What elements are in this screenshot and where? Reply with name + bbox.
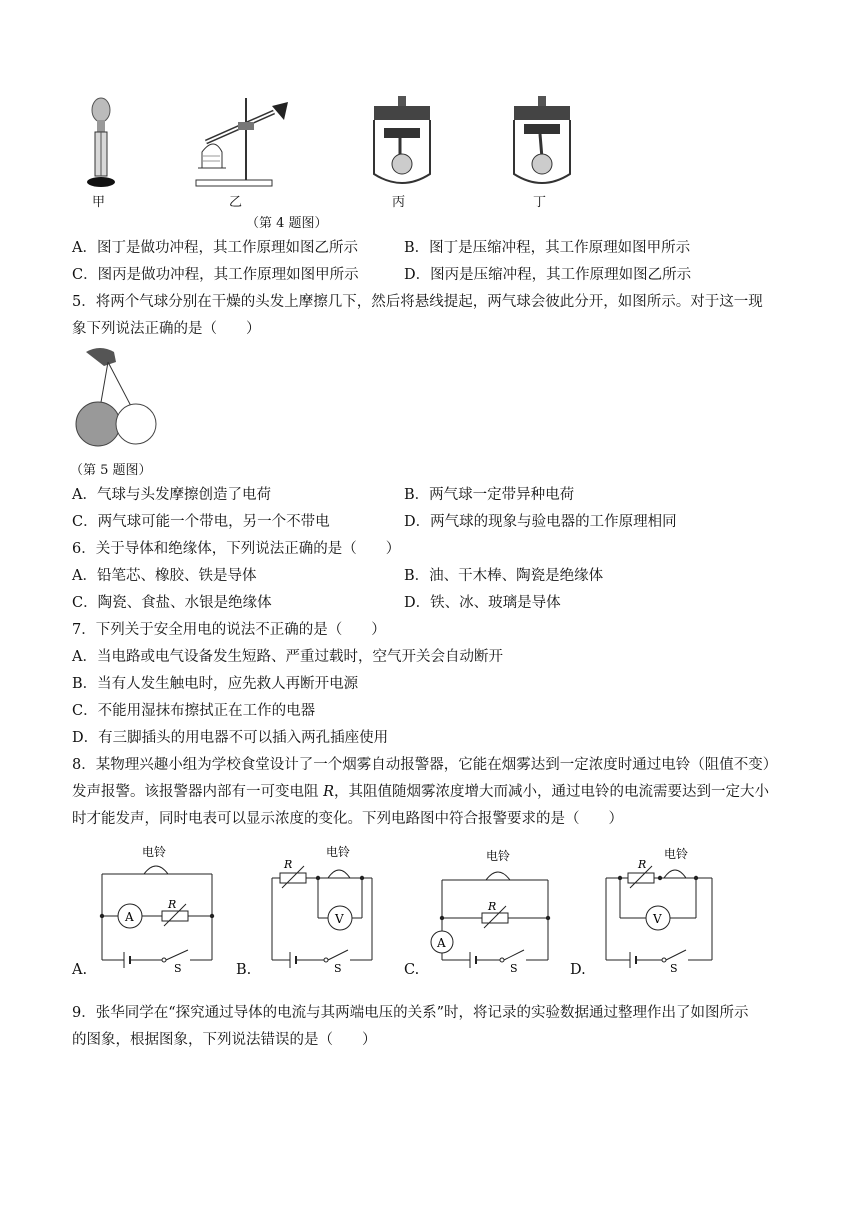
q6-option-d: D．铁、冰、玻璃是导体 [404,595,561,611]
resistor-label: R [638,858,647,871]
bell-label: 电铃 [486,849,511,863]
q8-stem-line-2: 发声报警。该报警器内部有一可变电阻 R，其阻值随烟雾浓度增大而减小，通过电铃的电流需要达到一定大小 [72,784,770,800]
q8-stem-line-1: 8．某物理兴趣小组为学校食堂设计了一个烟雾自动报警器，它能在烟雾达到一定浓度时通过电铃（阻值不变） [72,757,778,773]
q4-figure-ding [510,94,574,189]
q8-circuit-a [96,842,226,975]
q7-option-c: C．不能用湿抹布擦拭正在工作的电器 [72,703,316,719]
fig-label-yi: 乙 [229,195,243,210]
bell-label: 电铃 [664,847,689,861]
fig-label-jia: 甲 [92,195,106,210]
q6-option-b: B．油、干木棒、陶瓷是绝缘体 [404,568,604,584]
switch-label: S [334,962,342,975]
q5-caption: （第 5 题图） [70,463,152,478]
q5-option-c: C．两气球可能一个带电，另一个不带电 [72,514,330,530]
q8-circuit-d [600,842,720,975]
q7-option-b: B．当有人发生触电时，应先救人再断开电源 [72,676,359,692]
bell-label: 电铃 [326,845,351,859]
voltmeter-label: V [335,912,344,926]
q5-figure-balloons [74,344,164,456]
q5-option-b: B．两气球一定带异种电荷 [404,487,575,503]
fig-label-bing: 丙 [392,195,406,210]
q7-option-d: D．有三脚插头的用电器不可以插入两孔插座使用 [72,730,389,746]
q7-stem: 7．下列关于安全用电的说法不正确的是（ ） [72,622,386,638]
q8-option-d-label: D. [570,962,586,978]
q5-stem-line-1: 5．将两个气球分别在干燥的头发上摩擦几下，然后将悬线提起，两气球会彼此分开，如图所示。对于这一现 [72,294,763,310]
q8-circuit-c [428,842,552,975]
resistor-label: R [168,898,177,911]
q4-option-b: B．图丁是压缩冲程，其工作原理如图甲所示 [404,240,691,256]
q8-option-c-label: C. [404,962,420,978]
q4-caption: （第 4 题图） [246,216,328,231]
q4-option-d: D．图丙是压缩冲程，其工作原理如图乙所示 [404,267,692,283]
q6-option-c: C．陶瓷、食盐、水银是绝缘体 [72,595,272,611]
voltmeter-label: V [653,912,662,926]
q4-figure-yi [192,94,292,189]
q5-option-a: A．气球与头发摩擦创造了电荷 [72,487,271,503]
q4-figure-bing [370,94,434,189]
ammeter-label: A [437,936,446,950]
q7-option-a: A．当电路或电气设备发生短路、严重过载时，空气开关会自动断开 [72,649,503,665]
q9-stem-line-1: 9．张华同学在“探究通过导体的电流与其两端电压的关系”时，将记录的实验数据通过整理作出了如图所示 [72,1005,749,1021]
resistor-label: R [488,900,497,913]
switch-label: S [510,962,518,975]
q5-option-d: D．两气球的现象与验电器的工作原理相同 [404,514,677,530]
fig-label-ding: 丁 [533,195,547,210]
q4-option-a: A．图丁是做功冲程，其工作原理如图乙所示 [72,240,358,256]
q4-figure-jia [76,96,126,196]
q8-stem-line-3: 时才能发声，同时电表可以显示浓度的变化。下列电路图中符合报警要求的是（ ） [72,811,623,827]
q4-option-c: C．图丙是做功冲程，其工作原理如图甲所示 [72,267,359,283]
q5-stem-line-2: 象下列说法正确的是（ ） [72,321,261,337]
switch-label: S [670,962,678,975]
bell-label: 电铃 [142,845,167,859]
q6-stem: 6．关于导体和绝缘体，下列说法正确的是（ ） [72,541,401,557]
q6-option-a: A．铅笔芯、橡胶、铁是导体 [72,568,257,584]
q8-option-a-label: A. [72,962,88,978]
q8-option-b-label: B. [236,962,252,978]
ammeter-label: A [125,910,134,924]
switch-label: S [174,962,182,975]
resistor-label: R [284,858,293,871]
q9-stem-line-2: 的图象，根据图象，下列说法错误的是（ ） [72,1032,377,1048]
q8-circuit-b [266,842,380,975]
